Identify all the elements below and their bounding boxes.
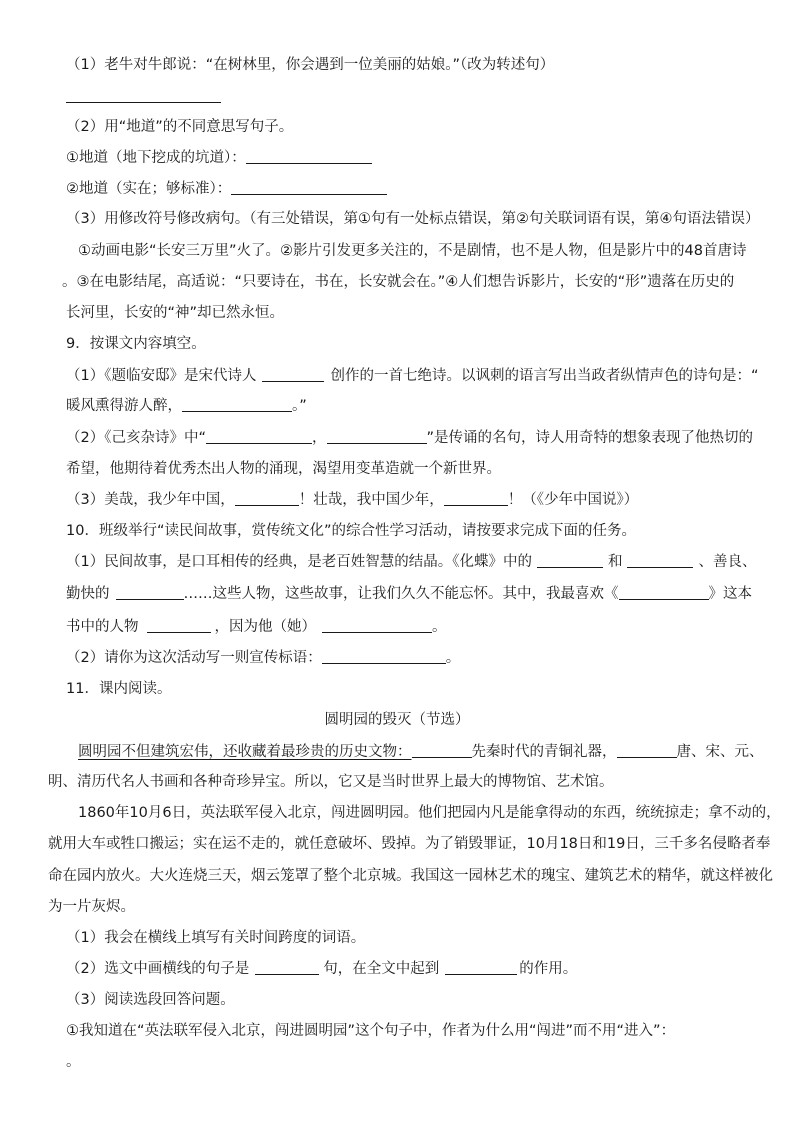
q8-part2-item-a-label: ①地道（地下挖成的坑道）： (66, 150, 246, 166)
q11-passage-p2-line1: 1860年10月6日，英法联军侵入北京，闯进圆明园。他们把园内凡是能拿得动的东西，统统掠走；拿不动的， (78, 805, 781, 821)
q11-part2-text-b: 句，在全文中起到 (323, 961, 440, 977)
q9-poet-blank[interactable] (262, 367, 324, 382)
q10-slogan-blank[interactable] (322, 649, 446, 664)
q9-heading: 9．按课文内容填空。 (66, 336, 206, 352)
q8-part3-prompt: （3）用修改符号修改病句。（有三处错误，第①句有一处标点错误，第②句关联词语有误，第④句语法错误） (66, 211, 760, 227)
q8-part3-sentence-line2: 。③在电影结尾，高适说：“只要诗在，书在，长安就会在。”④人们想告诉影片，长安的“形”遗落在历史的 (62, 274, 735, 290)
q9-part2-text-a: （2）《己亥杂诗》中“ (66, 430, 206, 446)
q10-reason-blank[interactable] (322, 618, 432, 633)
q10-part1-text-a: （1）民间故事，是口耳相传的经典，是老百姓智慧的结晶。《化蝶》中的 (66, 554, 532, 570)
q11-function-blank[interactable] (445, 960, 517, 975)
q10-part2-text-a: （2）请你为这次活动写一则宣传标语： (66, 650, 322, 666)
q9-part3-blank-1[interactable] (235, 491, 299, 506)
q10-character-blank-2[interactable] (627, 553, 693, 568)
q9-part1-text-d: 。” (292, 398, 307, 414)
q10-part1-text-f: 》这本 (708, 586, 752, 602)
q11-passage-p2-line4: 为一片灰烬。 (48, 899, 135, 915)
q11-passage-text-a2: 唐、宋、元、 (676, 744, 764, 760)
q10-part1-text-h: ，因为他（她） (214, 619, 316, 635)
q10-character-blank-1[interactable] (537, 553, 603, 568)
q11-passage-p1-line2: 明、清历代名人书画和各种奇珍异宝。所以，它又是当时世界上最大的博物馆、艺术馆。 (48, 774, 614, 790)
q10-part1-text-g: 书中的人物 (66, 619, 139, 635)
q9-part3-text-c: ！（《少年中国说》） (507, 492, 639, 508)
q10-part1-text-d: 勤快的 (66, 586, 110, 602)
q8-part1-prompt: （1）老牛对牛郎说：“在树林里，你会遇到一位美丽的姑娘。”（改为转述句） (66, 57, 555, 73)
q9-part3-text-b: ！壮哉，我中国少年， (298, 492, 444, 508)
q11-part3-question: ①我知道在“英法联军侵入北京，闯进圆明园”这个句子中，作者为什么用“闯进”而不用“进入”： (66, 1023, 676, 1039)
q10-part1-line1 (66, 552, 756, 572)
q9-part1-text-a: （1）《题临安邸》是宋代诗人 (66, 368, 257, 384)
q10-part1-line3 (66, 617, 447, 637)
q11-part1-prompt: （1）我会在横线上填写有关时间跨度的词语。 (66, 930, 366, 946)
q11-passage-title: 圆明园的毁灭（节选） (324, 712, 470, 728)
q11-part3-answer-end: 。 (66, 1054, 81, 1070)
q9-part3-blank-2[interactable] (444, 491, 508, 506)
q11-time-blank-1[interactable] (412, 743, 472, 758)
q8-part2-item-b-label: ②地道（实在；够标准）： (66, 181, 232, 197)
q8-part2-item-b-blank[interactable] (231, 180, 387, 195)
q9-poem-blank-1[interactable] (206, 429, 312, 444)
q8-part2-prompt: （2）用“地道”的不同意思写句子。 (66, 119, 294, 135)
q9-part3-line (66, 490, 638, 510)
q11-time-blank-2[interactable] (617, 743, 677, 758)
q8-part3-sentence-line3: 长河里，长安的“神”却已然永恒。 (66, 305, 285, 321)
q8-part2-item-a-blank[interactable] (246, 149, 372, 164)
q10-part1-text-b: 和 (607, 554, 623, 570)
q10-part1-text-i: 。 (432, 619, 447, 635)
q11-part2-text-c: 的作用。 (519, 961, 578, 977)
q11-part2-text-a: （2）选文中画横线的句子是 (66, 961, 250, 977)
q8-part3-sentence-line1: ①动画电影“长安三万里”火了。②影片引发更多关注的，不是剧情，也不是人物，但是影片中的48首唐诗 (78, 243, 747, 259)
q9-part2-text-c: ”是传诵的名句，诗人用奇特的想象表现了他热切的 (426, 430, 754, 446)
q9-part1-text-b: 创作的一首七绝诗。以讽刺的语言写出当政者纵情声色的诗句是：“ (330, 368, 759, 384)
q9-part2-line1 (66, 428, 753, 448)
q11-passage-p1-line1 (78, 742, 764, 762)
q10-part2-line (66, 648, 460, 668)
q9-part2-line2: 希望，他期待着优秀杰出人物的涌现，渴望用变革造就一个新世界。 (66, 461, 501, 477)
q11-heading: 11．课内阅读。 (66, 681, 172, 697)
q11-part3-prompt: （3）阅读选段回答问题。 (66, 992, 235, 1008)
q9-part1-line1 (66, 366, 759, 386)
q10-book-blank[interactable] (619, 585, 709, 600)
q9-poem-line-blank[interactable] (182, 397, 292, 412)
q11-underlined-sentence: 圆明园不但建筑宏伟，还收藏着最珍贵的历史文物： (78, 744, 412, 760)
q9-part1-line2 (66, 396, 307, 416)
q11-sentence-type-blank[interactable] (255, 960, 319, 975)
q10-person-blank[interactable] (147, 618, 211, 633)
q9-part3-text-a: （3）美哉，我少年中国， (66, 492, 235, 508)
q10-part1-line2 (66, 584, 752, 604)
q11-passage-text-a1: 先秦时代的青铜礼器， (471, 744, 617, 760)
q10-part1-text-c: 、善良、 (698, 554, 757, 570)
q9-part2-text-b: ， (312, 430, 327, 446)
q9-part1-text-c: 暖风熏得游人醉， (66, 398, 182, 414)
q11-part2-line (66, 959, 577, 979)
q9-poem-blank-2[interactable] (327, 429, 427, 444)
q8-part1-answer-line[interactable] (66, 87, 221, 107)
q10-character-blank-3[interactable] (116, 585, 184, 600)
q8-part2-item-a (66, 148, 372, 168)
q10-heading: 10．班级举行“读民间故事，赏传统文化”的综合性学习活动，请按要求完成下面的任务。 (66, 523, 636, 539)
q11-passage-p2-line2: 就用大车或牲口搬运；实在运不走的，就任意破坏、毁掉。为了销毁罪证，10月18日和19日，三千多名侵略者奉 (48, 836, 771, 852)
q11-passage-p2-line3: 命在园内放火。大火连烧三天，烟云笼罩了整个北京城。我国这一园林艺术的瑰宝、建筑艺术的精华，就这样被化 (48, 868, 773, 884)
q10-part2-text-b: 。 (445, 650, 461, 666)
q8-part2-item-b (66, 179, 387, 199)
q10-part1-text-e: ……这些人物，这些故事，让我们久久不能忘怀。其中，我最喜欢《 (183, 586, 619, 602)
